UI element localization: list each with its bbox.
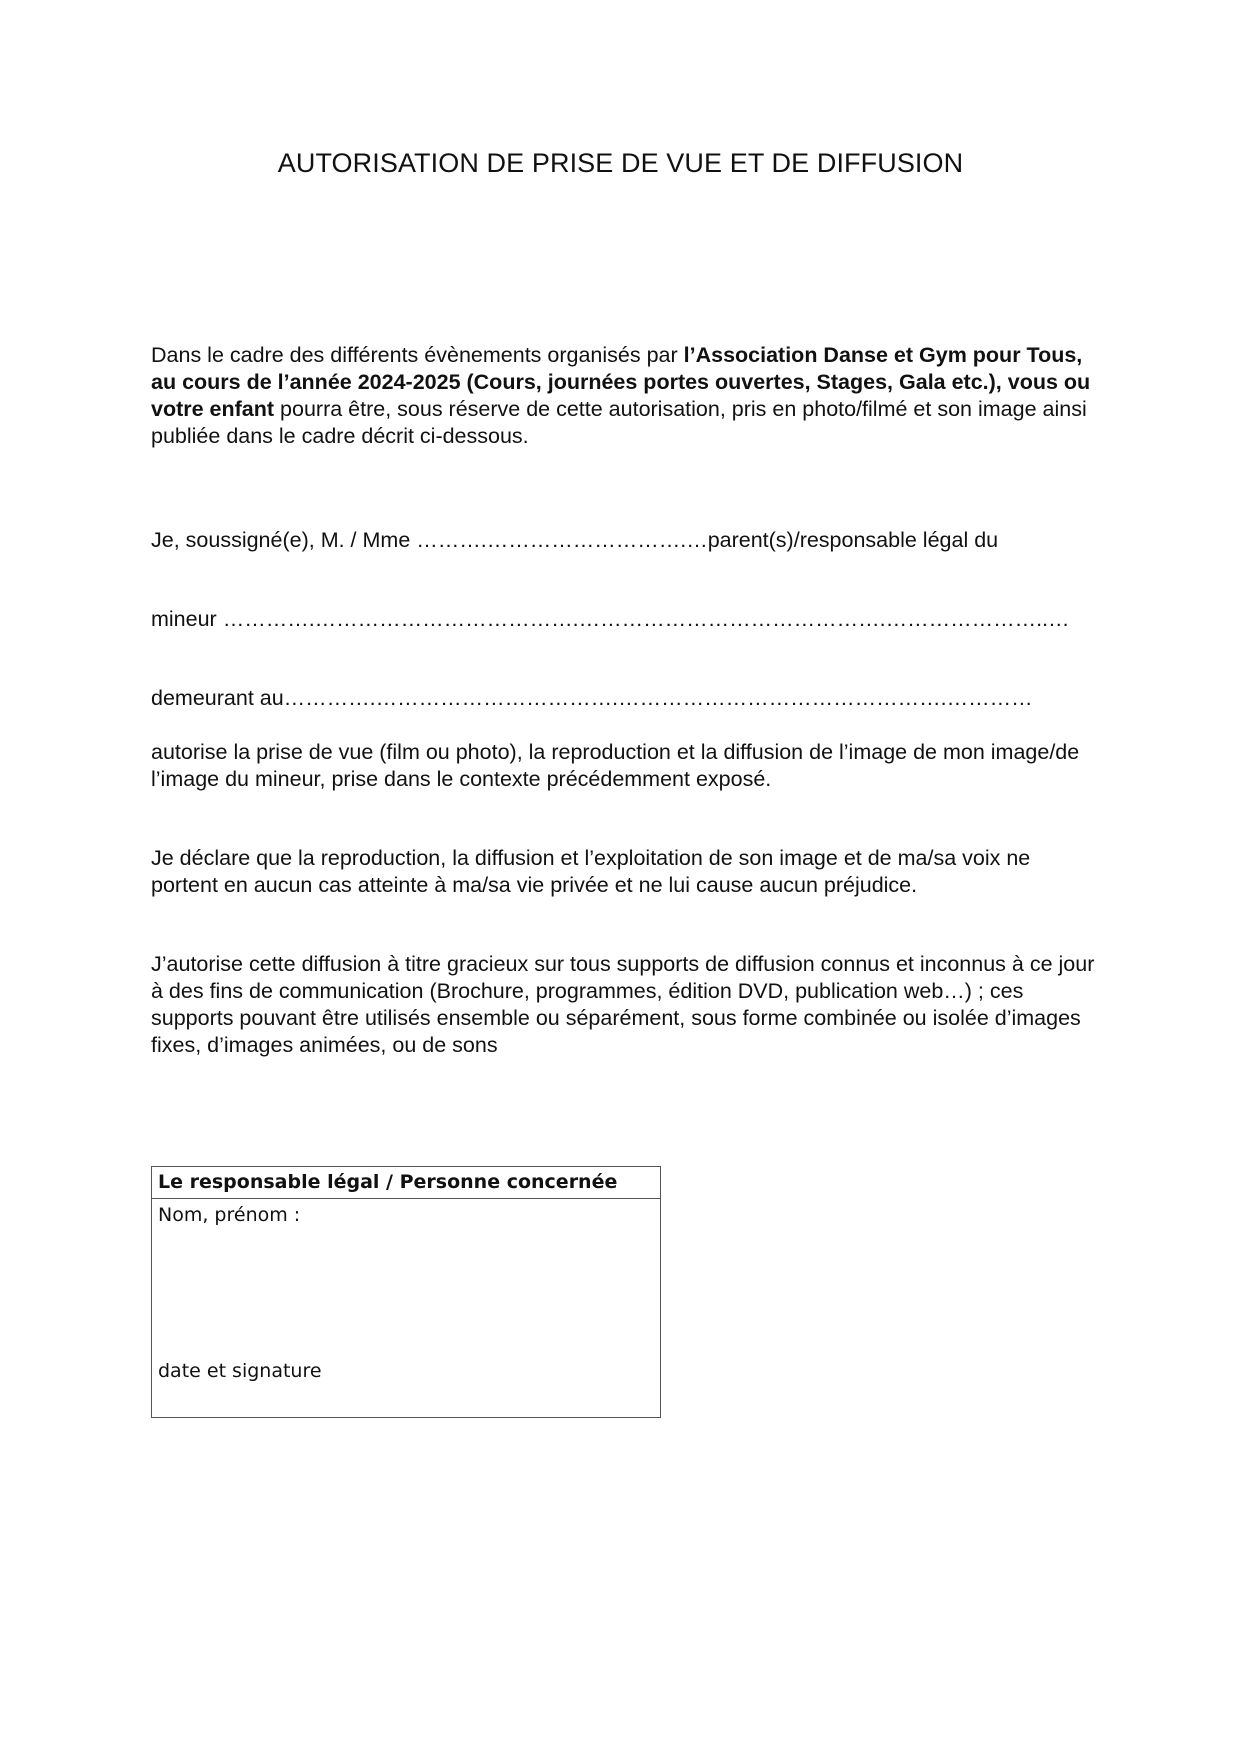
intro-text-start: Dans le cadre des différents évènements organisés par xyxy=(151,343,684,367)
name-label: Nom, prénom : xyxy=(158,1204,301,1226)
intro-paragraph xyxy=(151,342,1101,450)
date-signature-label: date et signature xyxy=(158,1360,322,1382)
mineur-line: mineur ………….……………………………….…………………………………….…………………..… xyxy=(151,607,1070,631)
soussigne-line: Je, soussigné(e), M. / Mme ……….……………………….…parent(s)/responsable légal du xyxy=(151,528,999,552)
declare-paragraph: Je déclare que la reproduction, la diffusion et l’exploitation de son image et de ma/sa voix ne portent en aucun cas atteinte à ma/sa vie privée et ne lui cause aucun préjudice. xyxy=(151,846,1031,897)
autorise-paragraph: autorise la prise de vue (film ou photo), la reproduction et la diffusion de l’image de mon image/de l’image du mineur, prise dans le contexte précédemment exposé. xyxy=(151,740,1080,791)
gracieux-paragraph: J’autorise cette diffusion à titre gracieux sur tous supports de diffusion connus et inconnus à ce jour à des fins de communication (Brochure, programmes, édition DVD, publication web…) ; ces supports pouvant être utilisés ensemble ou séparément, sous forme combinée ou isolée d’images fixes, d’images animées, ou de sons xyxy=(151,952,1095,1057)
demeurant-line: demeurant au………….…………………………….……………………………………….………… xyxy=(151,686,1033,710)
signature-box-header: Le responsable légal / Personne concernée xyxy=(152,1167,660,1199)
intro-text-bold: l’Association Danse et Gym pour Tous, au cours de l’année 2024-2025 (Cours, journées portes ouvertes, Stages, Gala etc.), vous ou votre enfant xyxy=(151,343,1091,421)
document-title: AUTORISATION DE PRISE DE VUE ET DE DIFFUSION xyxy=(277,148,964,178)
intro-text-end: pourra être, sous réserve de cette autorisation, pris en photo/filmé et son image ainsi publiée dans le cadre décrit ci-dessous. xyxy=(151,397,1087,448)
signature-box xyxy=(151,1166,661,1418)
